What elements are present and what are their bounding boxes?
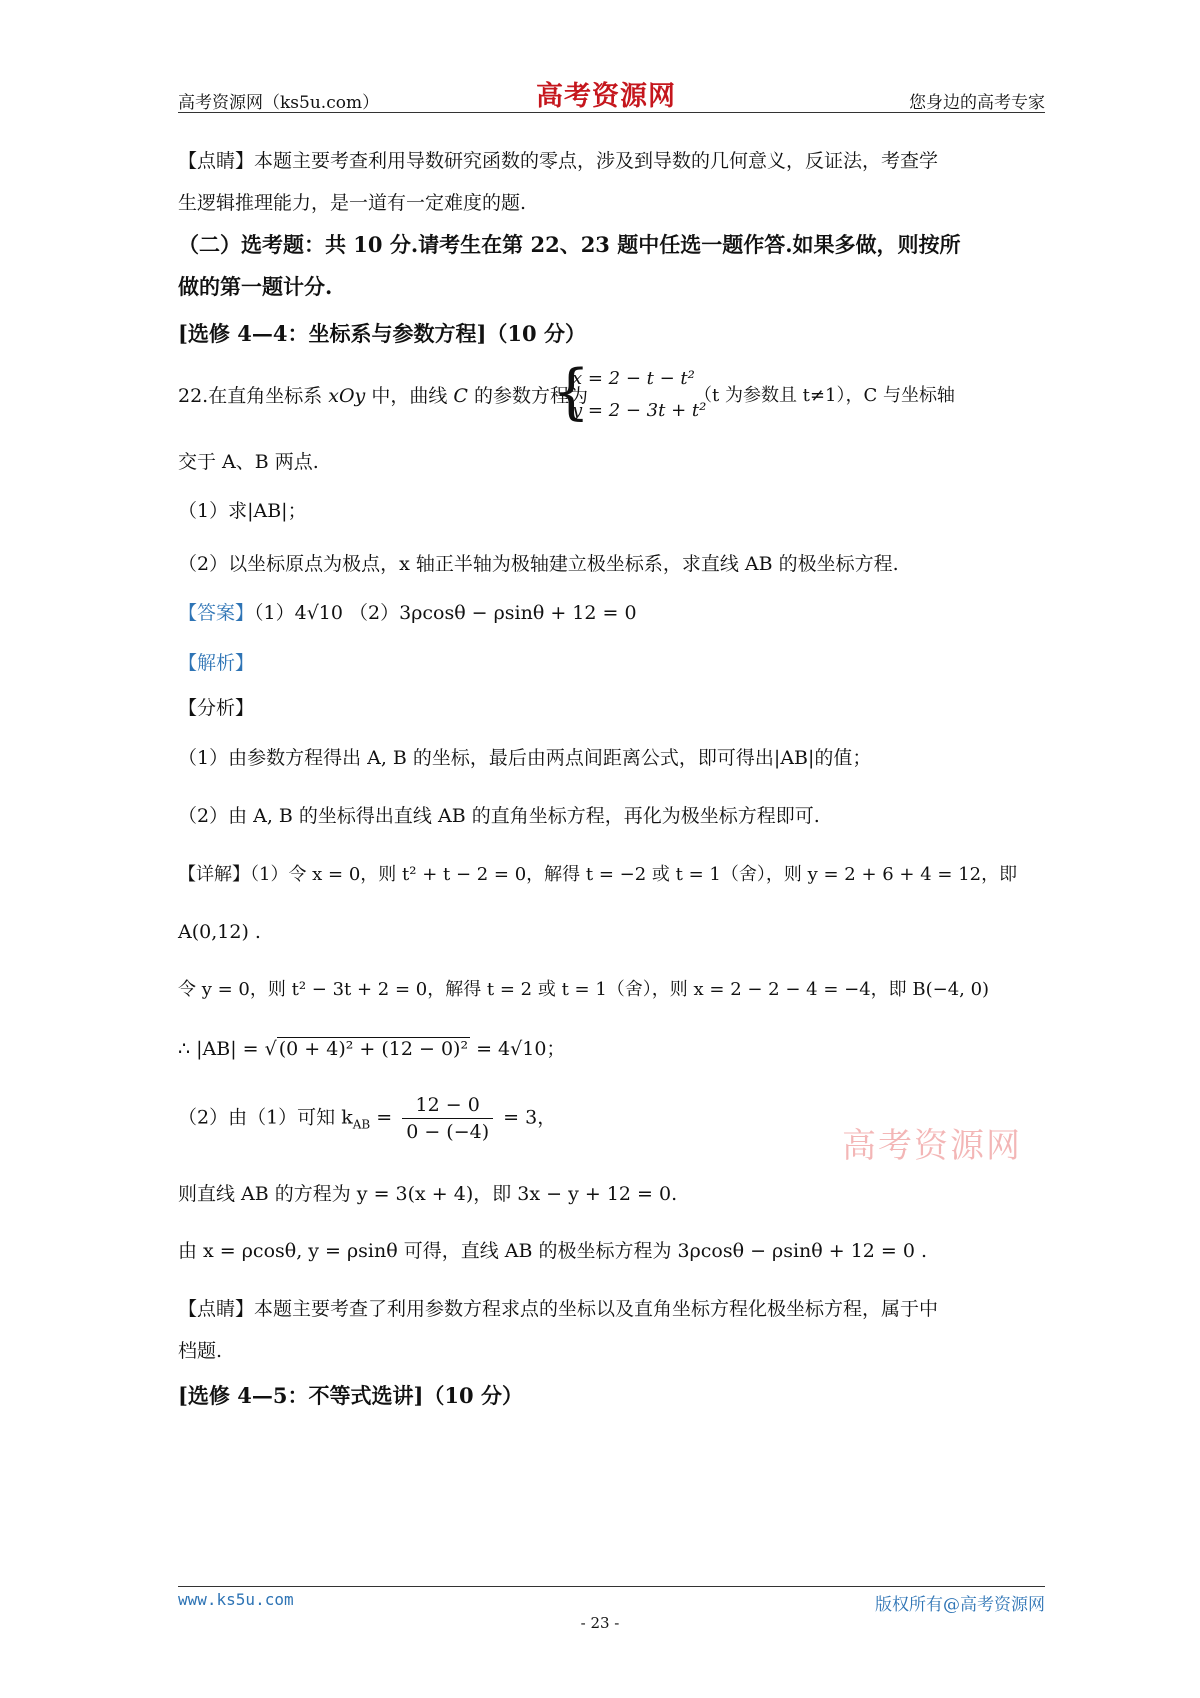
watermark: 高考资源网 (842, 1126, 1022, 1166)
q22-xoy: xOy (328, 385, 366, 407)
header-logo: 高考资源网 (536, 81, 676, 112)
slope-sub: AB (352, 1117, 371, 1132)
footer-copyright: 版权所有@高考资源网 (875, 1595, 1045, 1615)
slope-post: = 3， (497, 1106, 557, 1129)
jiexi-label: 【解析】 (178, 652, 255, 674)
section-heading-line: （二）选考题：共 10 分.请考生在第 22、23 题中任选一题作答.如果多做，则按所 (178, 232, 961, 257)
header-left-text: 高考资源网（ks5u.com） (178, 93, 380, 113)
xiangjie-line-2: A(0,12) . (178, 921, 261, 943)
dianjing-text: 本题主要考查利用导数研究函数的零点，涉及到导数的几何意义，反证法，考查学 (254, 150, 939, 172)
header-right-text: 您身边的高考专家 (909, 93, 1045, 113)
fenxi-step-2: （2）由 A, B 的坐标得出直线 AB 的直角坐标方程，再化为极坐标方程即可. (178, 805, 820, 827)
q22-suffix: （t 为参数且 t≠1），C 与坐标轴 (694, 385, 955, 406)
fenxi-label: 【分析】 (178, 697, 255, 719)
xiangjie-line-1: 【详解】（1）令 x = 0，则 t² + t − 2 = 0，解得 t = −2 或 t = 1（舍），则 y = 2 + 6 + 4 = 12，即 (178, 864, 1018, 885)
distance-post: = 4√10； (470, 1038, 566, 1060)
fenxi-step-1: （1）由参数方程得出 A, B 的坐标，最后由两点间距离公式，即可得出|AB|的值； (178, 747, 872, 769)
slope-fraction (402, 1092, 493, 1145)
section-heading (178, 224, 1048, 308)
q22-part2: （2）以坐标原点为极点，x 轴正半轴为极轴建立极坐标系，求直线 AB 的极坐标方程. (178, 553, 899, 575)
dianjing-label: 【点睛】 (178, 1298, 255, 1320)
dianjing-block-1 (178, 140, 1048, 224)
slope-eq: = (370, 1106, 399, 1129)
dianjing-text: 档题. (178, 1340, 223, 1362)
polar-equation: 由 x = ρcosθ, y = ρsinθ 可得，直线 AB 的极坐标方程为 3ρcosθ − ρsinθ + 12 = 0 . (178, 1240, 928, 1262)
q22-mid2: 的参数方程为 (467, 385, 588, 407)
param-eq-y: y = 2 − 3t + t² (572, 400, 707, 421)
answer-text: （1）4√10 （2）3ρcosθ − ρsinθ + 12 = 0 (254, 602, 637, 624)
slope-denominator: 0 − (−4) (406, 1121, 490, 1143)
page-number: - 23 - (580, 1614, 620, 1632)
slope-formula (178, 1092, 1048, 1145)
distance-pre: ∴ |AB| = (178, 1038, 265, 1060)
slope-numerator: 12 − 0 (402, 1092, 493, 1119)
line-equation: 则直线 AB 的方程为 y = 3(x + 4)，即 3x − y + 12 = 0. (178, 1183, 678, 1205)
q22-mid: 中，曲线 (365, 385, 454, 407)
param-eq-x: x = 2 − t − t² (572, 368, 695, 389)
slope-pre: （2）由（1）可知 k (178, 1106, 353, 1129)
q22-curve: C (453, 385, 468, 407)
xiangjie-line-3: 令 y = 0，则 t² − 3t + 2 = 0，解得 t = 2 或 t = 1（舍），则 x = 2 − 2 − 4 = −4，即 B(−4, 0) (178, 979, 990, 1000)
sqrt-radicand: (0 + 4)² + (12 − 0)² (278, 1038, 469, 1060)
section-heading-line: 做的第一题计分. (178, 274, 333, 299)
page-header (178, 80, 1045, 114)
left-brace: { (552, 357, 591, 427)
distance-formula (178, 1034, 1048, 1064)
answer-label: 【答案】 (178, 602, 255, 624)
header-rule (178, 112, 1045, 113)
dianjing-text: 本题主要考查了利用参数方程求点的坐标以及直角坐标方程化极坐标方程，属于中 (254, 1298, 939, 1320)
footer-rule (178, 1586, 1045, 1587)
dianjing-text: 生逻辑推理能力，是一道有一定难度的题. (178, 192, 527, 214)
dianjing-block-2 (178, 1288, 1048, 1372)
footer-url[interactable]: www.ks5u.com (178, 1590, 294, 1609)
elective-45-heading: [选修 4—5：不等式选讲]（10 分） (178, 1383, 523, 1408)
q22-part1: （1）求|AB|； (178, 500, 307, 522)
q22-line2: 交于 A、B 两点. (178, 451, 319, 473)
elective-44-heading: [选修 4—4：坐标系与参数方程]（10 分） (178, 321, 586, 346)
q22-prefix: 22.在直角坐标系 (178, 385, 329, 407)
dianjing-label: 【点睛】 (178, 150, 255, 172)
answer-line (178, 598, 1048, 628)
sqrt-sign: √ (264, 1038, 277, 1060)
